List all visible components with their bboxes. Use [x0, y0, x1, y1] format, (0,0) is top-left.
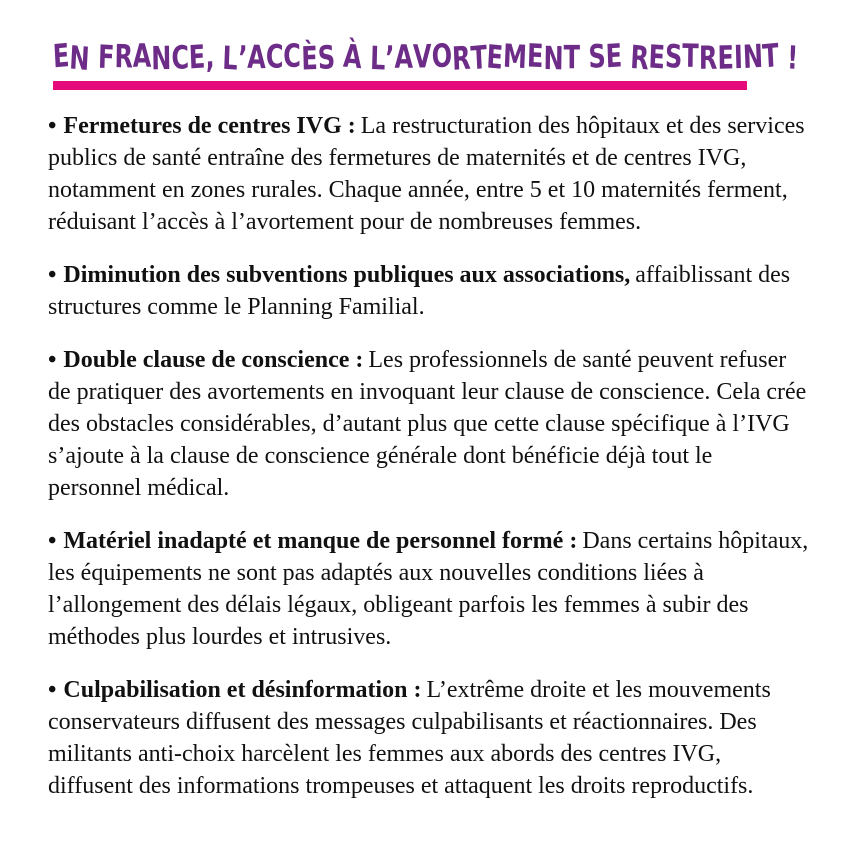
bullet-body: L’extrême droite et les mouvements conservateurs diffusent des messages culpabilisants et réactionnaires. Des militants anti-choix harcèlent les femmes aux abords des centres IVG, diffusent des informations trompeuses et attaquent les droits reproductifs.: [48, 677, 771, 799]
page-title: EN FRANCE, L’ACCÈS À L’AVORTEMENT SE RESTREINT !: [51, 36, 800, 79]
bullet-lead: Matériel inadapté et manque de personnel formé :: [63, 528, 578, 554]
bullet-item-clause-conscience: [48, 344, 810, 504]
bullet-lead: Diminution des subventions publiques aux associations,: [63, 262, 631, 288]
bullet-glyph: •: [48, 528, 57, 554]
bullet-body: affaiblissant des structures comme le Planning Familial.: [48, 262, 791, 320]
bullet-glyph: •: [48, 347, 57, 373]
bullet-item-fermetures: [48, 110, 810, 238]
bullet-glyph: •: [48, 262, 57, 288]
bullet-lead: Fermetures de centres IVG :: [63, 113, 356, 139]
bullet-body: Les professionnels de santé peuvent refuser de pratiquer des avortements en invoquant leur clause de conscience. Cela crée des obstacles considérables, d’autant plus que cette clause spécifique à l’IVG s’ajoute à la clause de conscience générale dont bénéficie déjà tout le personnel médical.: [48, 347, 807, 501]
bullet-body: La restructuration des hôpitaux et des services publics de santé entraîne des fermetures de maternités et de centres IVG, notamment en zones rurales. Chaque année, entre 5 et 10 maternités ferment, réduisant l’accès à l’avortement pour de nombreuses femmes.: [48, 113, 805, 235]
bullet-glyph: •: [48, 677, 57, 703]
bullet-body: Dans certains hôpitaux, les équipements ne sont pas adaptés aux nouvelles conditions liées à l’allongement des délais légaux, obligeant parfois les femmes à subir des méthodes plus lourdes et intrusives.: [48, 528, 809, 650]
bullet-glyph: •: [48, 113, 57, 139]
title-underline: [53, 81, 747, 90]
bullet-item-culpabilisation: [48, 674, 810, 802]
bullet-lead: Culpabilisation et désinformation :: [63, 677, 422, 703]
header: [48, 36, 808, 90]
bullet-item-materiel: [48, 525, 810, 653]
bullet-item-subventions: [48, 259, 810, 323]
bullet-list: [48, 110, 810, 802]
bullet-lead: Double clause de conscience :: [63, 347, 364, 373]
